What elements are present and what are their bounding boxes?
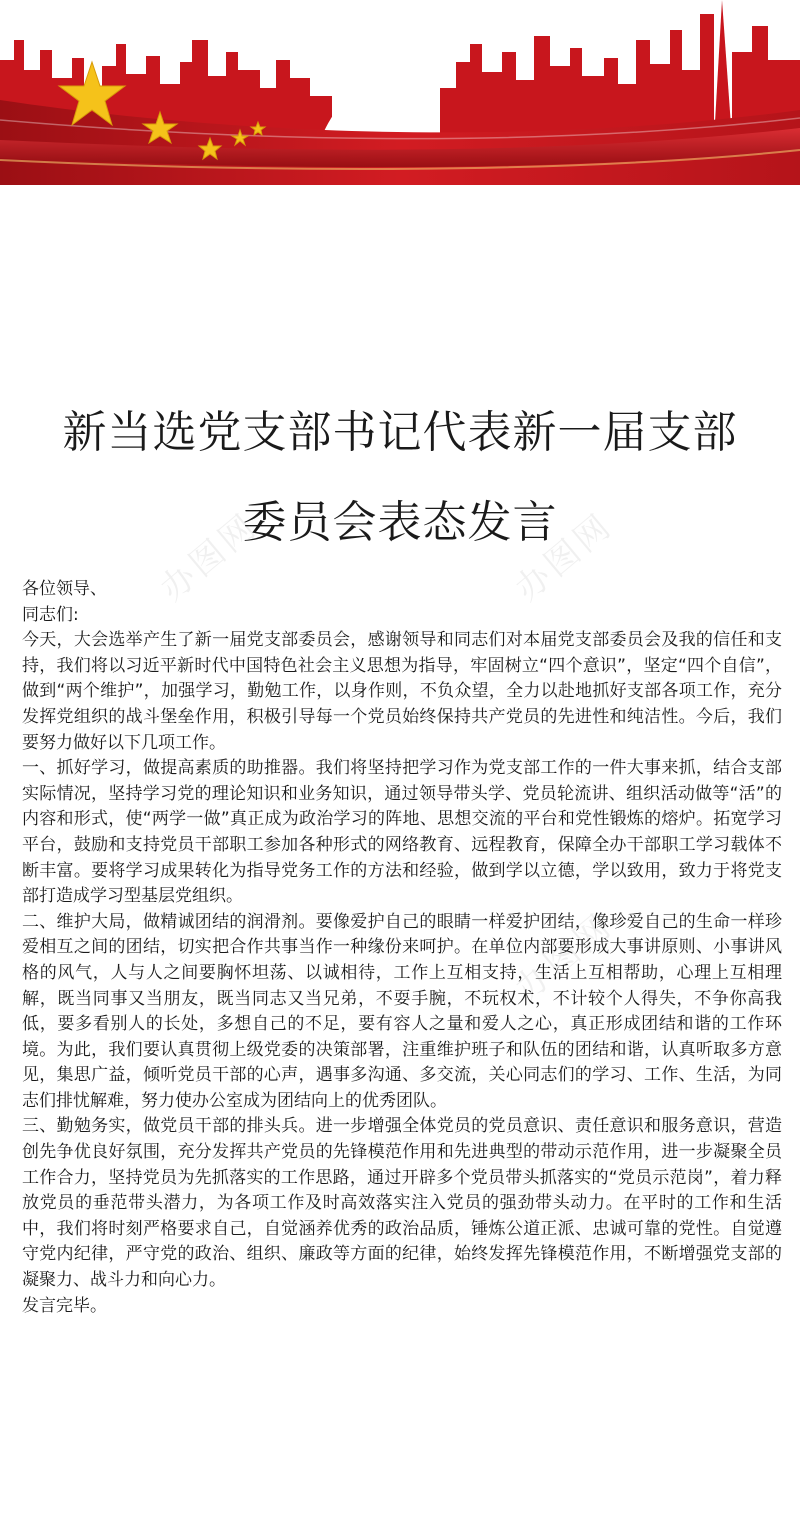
point-paragraph: 二、维护大局，做精诚团结的润滑剂。要像爱护自己的眼睛一样爱护团结，像珍爱自己的生命一样珍爱相互之间的团结，切实把合作共事当作一种缘份来呵护。在单位内部要形成大事讲原则、小事讲风格的风气，人与人之间要胸怀坦荡、以诚相待，工作上互相支持，生活上互相帮助，心理上互相理解，既当同事又当朋友，既当同志又当兄弟，不耍手腕，不玩权术，不计较个人得失，不争你高我低，要多看别人的长处，多想自己的不足，要有容人之量和爱人之心，真正形成团结和谐的工作环境。为此，我们要认真贯彻上级党委的决策部署，注重维护班子和队伍的团结和谐，认真听取多方意见，集思广益，倾听党员干部的心声，遇事多沟通、多交流，关心同志们的学习、工作、生活，为同志们排忧解难，努力使办公室成为团结向上的优秀团队。 xyxy=(22,911,782,1111)
header-banner xyxy=(0,0,800,185)
point-paragraph: 一、抓好学习，做提高素质的助推器。我们将坚持把学习作为党支部工作的一件大事来抓，结合支部实际情况，坚持学习党的理论知识和业务知识，通过领导带头学、党员轮流讲、组织活动做等“活”的内容和形式，使“两学一做”真正成为政治学习的阵地、思想交流的平台和党性锻炼的熔炉。拓宽学习平台，鼓励和支持党员干部职工参加各种形式的网络教育、远程教育，保障全办干部职工学习载体不断丰富。要将学习成果转化为指导党务工作的方法和经验，做到学以立德，学以致用，致力于将党支部打造成学习型基层党组织。 xyxy=(22,758,782,907)
closing-line: 发言完毕。 xyxy=(22,1295,107,1316)
watermark: 办图网 xyxy=(507,505,621,610)
watermark: 办图网 xyxy=(507,905,621,1010)
watermark: 办图网 xyxy=(152,505,266,610)
point-paragraph: 三、勤勉务实，做党员干部的排头兵。进一步增强全体党员的党员意识、责任意识和服务意识，营造创先争优良好氛围，充分发挥共产党员的先锋模范作用和先进典型的带动示范作用，进一步凝聚全员工作合力，坚持党员为先抓落实的工作思路，通过开辟多个党员带头抓落实的“党员示范岗”，着力释放党员的垂范带头潜力，为各项工作及时高效落实注入党员的强劲带头动力。在平时的工作和生活中，我们将时刻严格要求自己，自觉涵养优秀的政治品质，锤炼公道正派、忠诚可靠的党性。自觉遵守党内纪律，严守党的政治、组织、廉政等方面的纪律，始终发挥先锋模范作用，不断增强党支部的凝聚力、战斗力和向心力。 xyxy=(22,1116,782,1291)
title-line-1: 新当选党支部书记代表新一届支部 xyxy=(62,407,738,458)
salutation: 各位领导、 xyxy=(22,579,107,599)
salutation: 同志们: xyxy=(22,604,79,625)
intro-paragraph: 今天，大会选举产生了新一届党支部委员会，感谢领导和同志们对本届党支部委员会及我的信任和支持，我们将以习近平新时代中国特色社会主义思想为指导，牢固树立“四个意识”，坚定“四个自信”，做到“两个维护”，加强学习，勤勉工作，以身作则，不负众望，全力以赴地抓好支部各项工作，充分发挥党组织的战斗堡垒作用，积极引导每一个党员始终保持共产党员的先进性和纯洁性。今后，我们要努力做好以下几项工作。 xyxy=(22,630,782,753)
speech-body xyxy=(22,577,782,1319)
page-title xyxy=(0,388,800,568)
title-line-2: 委员会表态发言 xyxy=(242,497,558,548)
